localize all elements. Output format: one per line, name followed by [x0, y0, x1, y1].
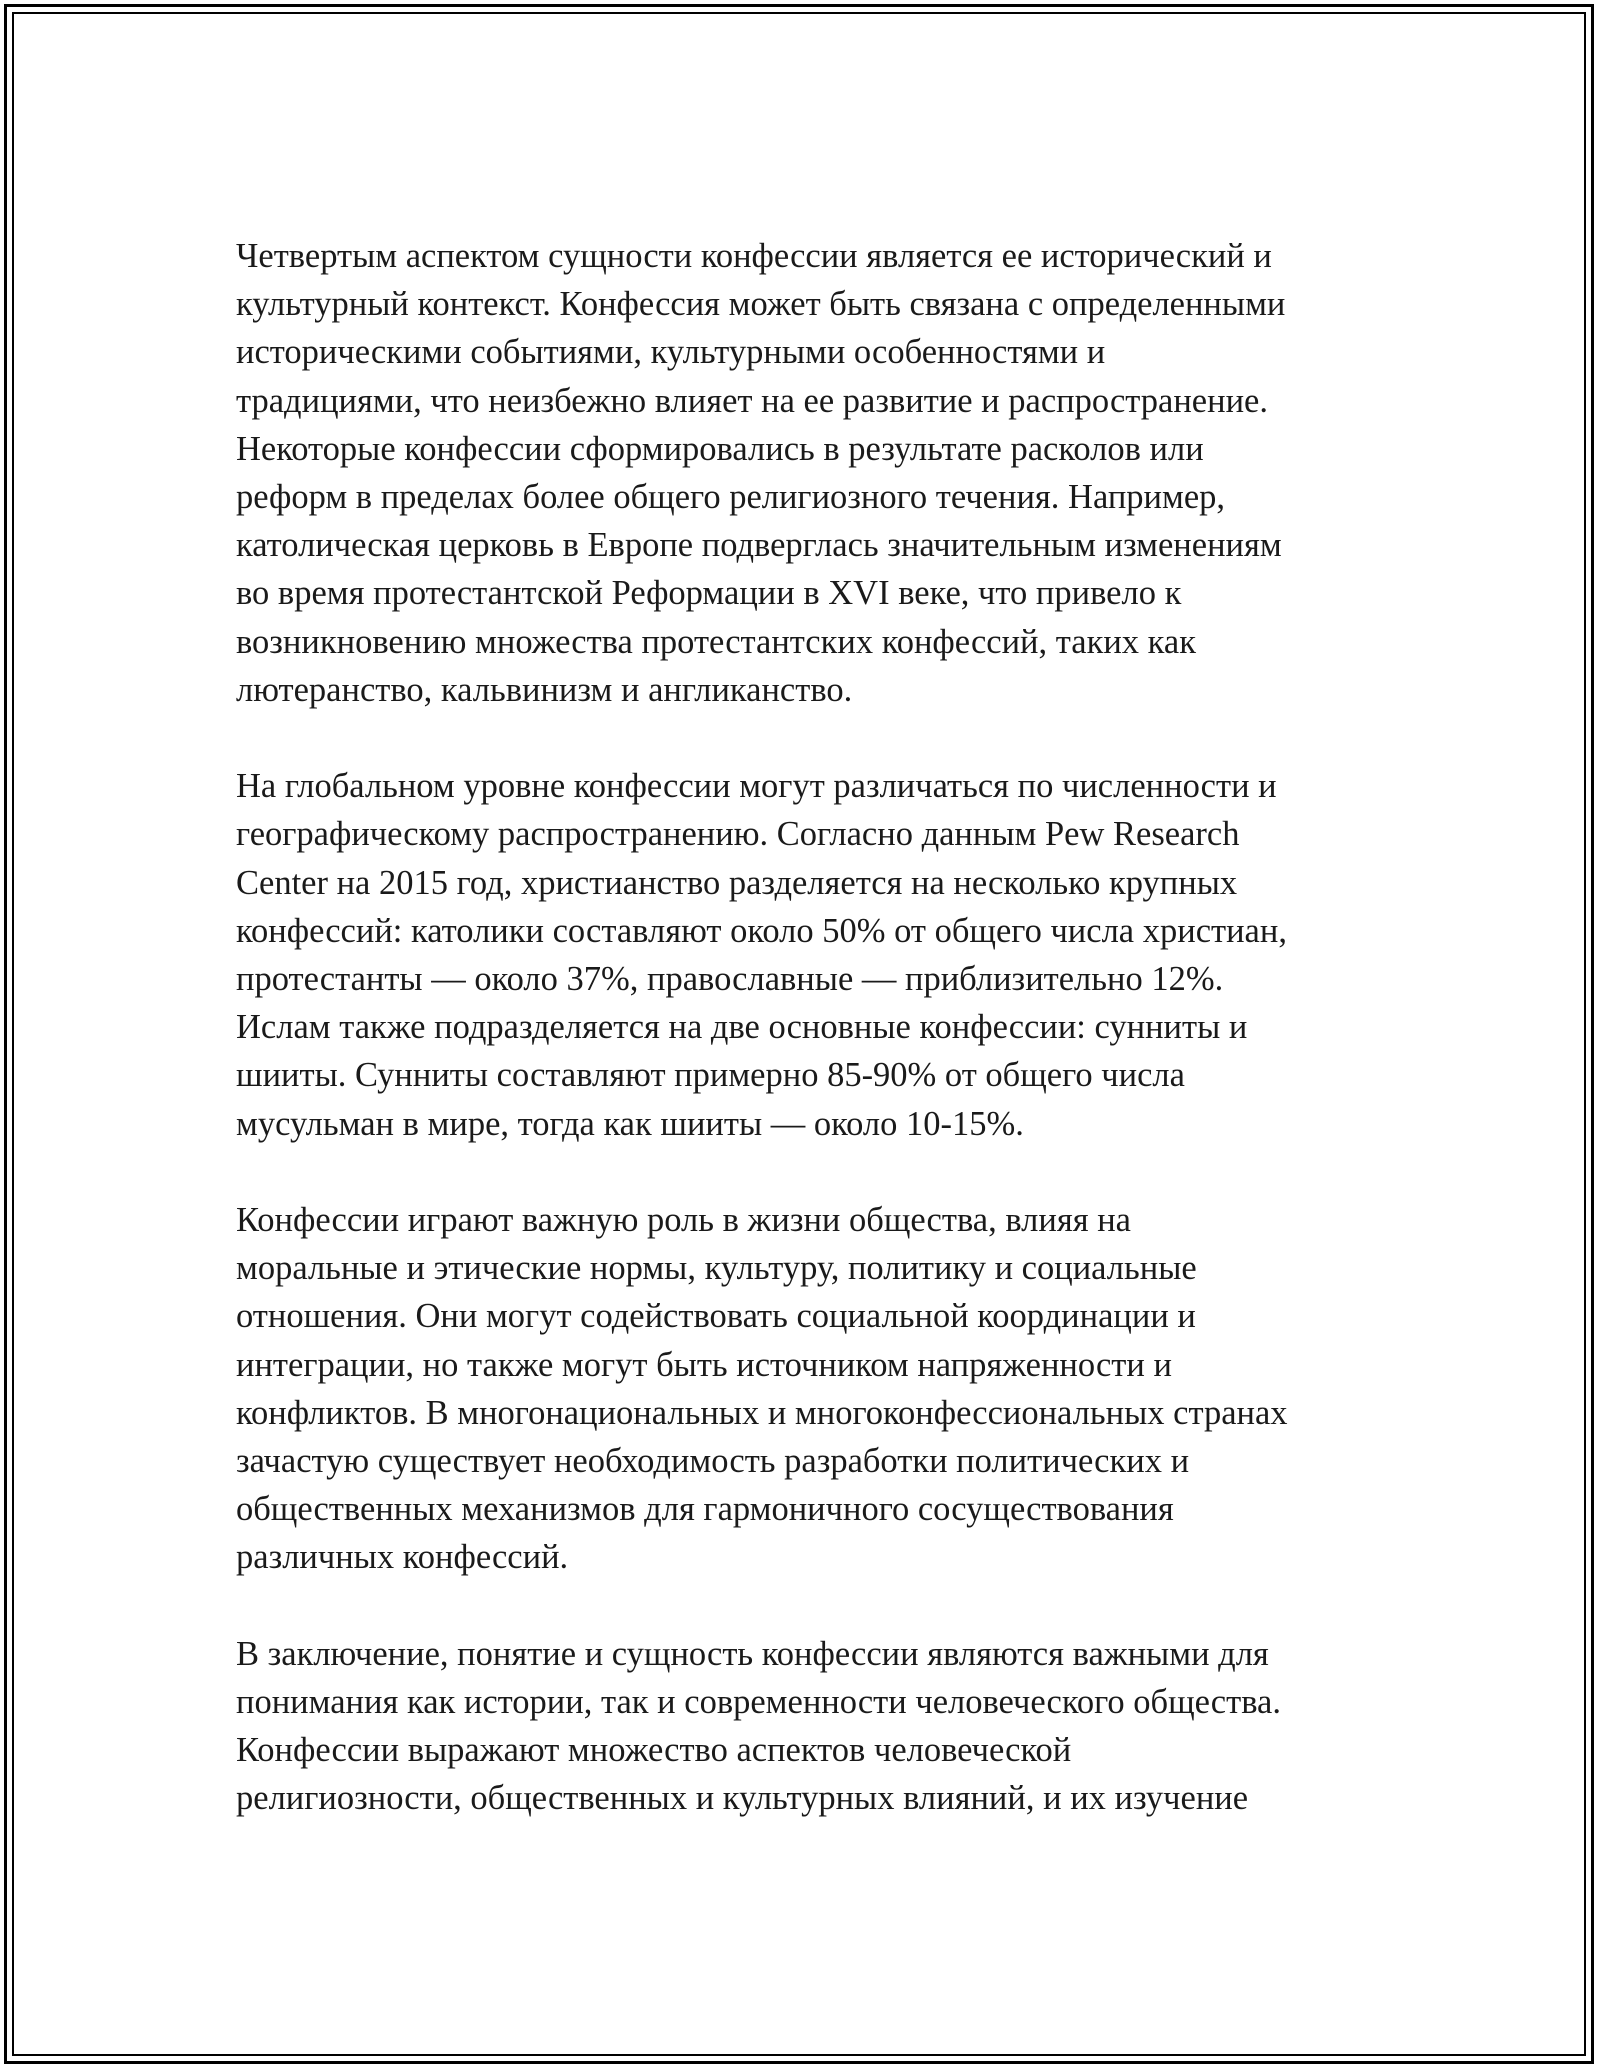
text-line: во время протестантской Реформации в XVI веке, что привело к [236, 574, 1182, 613]
text-line: различных конфессий. [236, 1538, 569, 1577]
text-line: конфессий: католики составляют около 50% от общего числа христиан, [236, 911, 1287, 950]
text-line: лютеранство, кальвинизм и англиканство. [236, 670, 853, 709]
text-line: Конфессии выражают множество аспектов человеческой [236, 1731, 1072, 1770]
text-line: интеграции, но также могут быть источником напряженности и [236, 1345, 1172, 1384]
text-line: отношения. Они могут содействовать социальной координации и [236, 1297, 1196, 1336]
text-line: моральные и этические нормы, культуру, политику и социальные [236, 1249, 1197, 1288]
text-line: возникновению множества протестантских конфессий, таких как [236, 622, 1196, 661]
text-line: протестанты — около 37%, православные — приблизительно 12%. [236, 960, 1224, 999]
text-line: конфликтов. В многонациональных и многоконфессиональных странах [236, 1393, 1288, 1432]
text-line: Ислам также подразделяется на две основные конфессии: сунниты и [236, 1008, 1248, 1047]
text-line: географическому распространению. Согласно данным Pew Research [236, 815, 1240, 854]
text-line: Center на 2015 год, христианство разделяется на несколько крупных [236, 863, 1238, 902]
text-line: В заключение, понятие и сущность конфессии являются важными для [236, 1634, 1269, 1673]
text-line: общественных механизмов для гармоничного сосуществования [236, 1490, 1174, 1529]
paragraph-global-distribution [236, 762, 1416, 1148]
text-line: культурный контекст. Конфессия может быть связана с определенными [236, 285, 1286, 324]
text-line: Четвертым аспектом сущности конфессии является ее исторический и [236, 237, 1272, 275]
text-line: зачастую существует необходимость разработки политических и [236, 1442, 1190, 1481]
paragraph-social-role [236, 1196, 1416, 1582]
text-line: религиозности, общественных и культурных влияний, и их изучение [236, 1779, 1249, 1818]
document-body [236, 232, 1416, 1871]
text-line: традициями, что неизбежно влияет на ее развитие и распространение. [236, 381, 1268, 420]
text-line: Некоторые конфессии сформировались в результате расколов или [236, 429, 1204, 468]
text-line: реформ в пределах более общего религиозного течения. Например, [236, 478, 1226, 517]
text-line: На глобальном уровне конфессии могут различаться по численности и [236, 767, 1277, 806]
text-line: историческими событиями, культурными особенностями и [236, 333, 1106, 372]
paragraph-historical-context [236, 232, 1416, 714]
text-line: понимания как истории, так и современности человеческого общества. [236, 1683, 1281, 1722]
text-line: Конфессии играют важную роль в жизни общества, влияя на [236, 1201, 1131, 1240]
text-line: шииты. Сунниты составляют примерно 85-90% от общего числа [236, 1056, 1185, 1095]
text-line: мусульман в мире, тогда как шииты — около 10-15%. [236, 1104, 1024, 1143]
text-line: католическая церковь в Европе подверглась значительным изменениям [236, 526, 1282, 565]
paragraph-conclusion [236, 1630, 1416, 1823]
